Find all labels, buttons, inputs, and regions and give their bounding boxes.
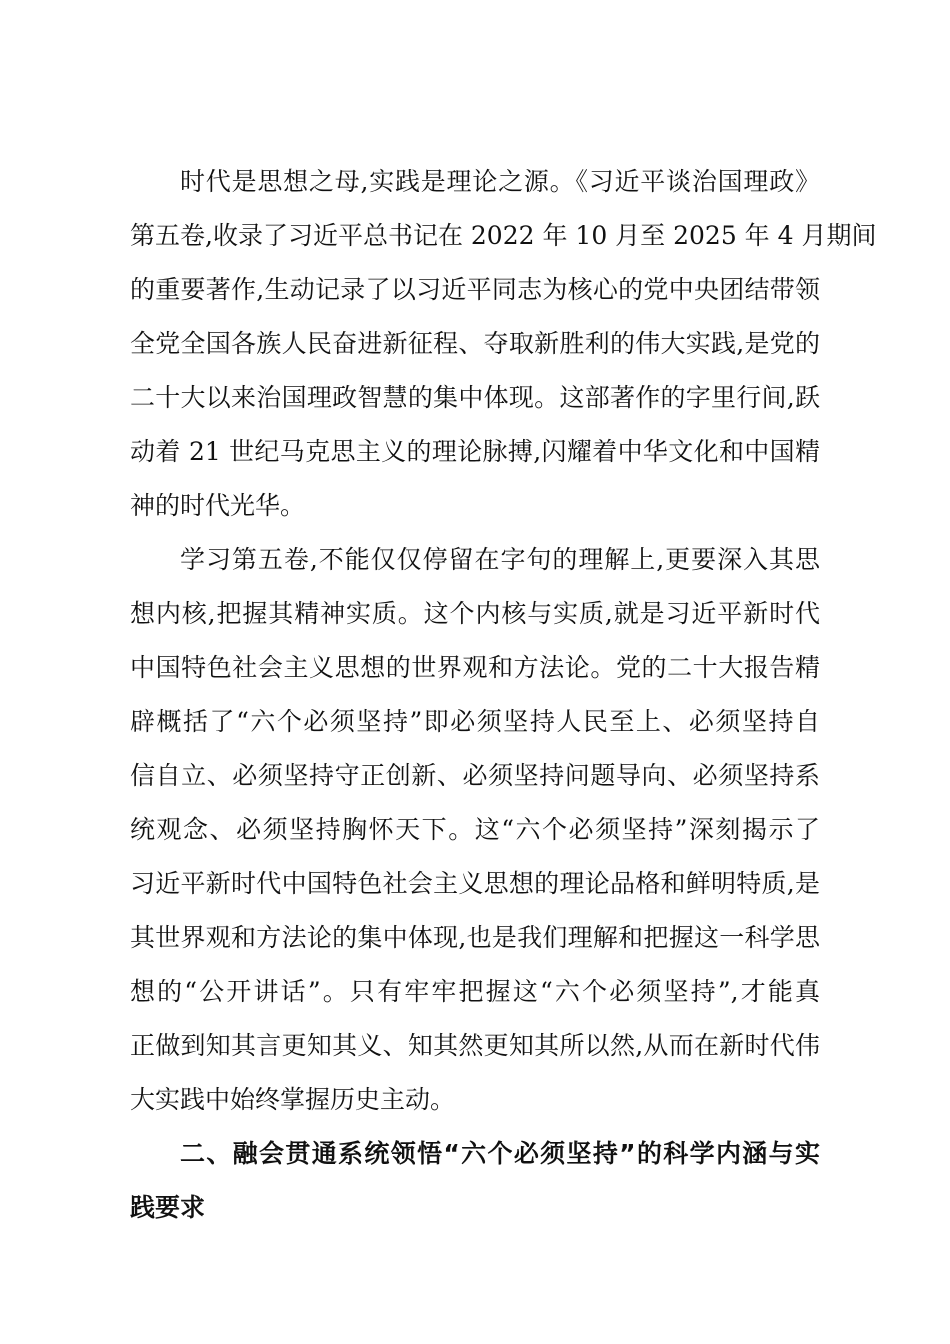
text-line: 统观念、必须坚持胸怀天下。这“六个必须坚持”深刻揭示了 <box>130 815 820 844</box>
text-line: 二十大以来治国理政智慧的集中体现。这部著作的字里行间,跃 <box>130 383 820 412</box>
document-body <box>130 155 877 1235</box>
text-line: 动着 21 世纪马克思主义的理论脉搏,闪耀着中华文化和中国精 <box>130 437 820 466</box>
text-line: 全党全国各族人民奋进新征程、夺取新胜利的伟大实践,是党的 <box>130 329 820 358</box>
heading-line: 践要求 <box>130 1193 206 1222</box>
text-line: 学习第五卷,不能仅仅停留在字句的理解上,更要深入其思 <box>180 545 820 574</box>
text-line: 辟概括了“六个必须坚持”即必须坚持人民至上、必须坚持自 <box>130 707 820 736</box>
text-line: 信自立、必须坚持守正创新、必须坚持问题导向、必须坚持系 <box>130 761 820 790</box>
text-line: 正做到知其言更知其义、知其然更知其所以然,从而在新时代伟 <box>130 1031 820 1060</box>
paragraph-1 <box>130 155 877 533</box>
heading-line: 二、融会贯通系统领悟“六个必须坚持”的科学内涵与实 <box>180 1139 820 1168</box>
text-line: 其世界观和方法论的集中体现,也是我们理解和把握这一科学思 <box>130 923 820 952</box>
text-line: 习近平新时代中国特色社会主义思想的理论品格和鲜明特质,是 <box>130 869 820 898</box>
text-line: 的重要著作,生动记录了以习近平同志为核心的党中央团结带领 <box>130 275 820 304</box>
paragraph-2 <box>130 533 820 1127</box>
text-line: 想的“公开讲话”。只有牢牢把握这“六个必须坚持”,才能真 <box>130 977 820 1006</box>
text-line: 时代是思想之母,实践是理论之源。《习近平谈治国理政》 <box>180 167 820 196</box>
text-line: 中国特色社会主义思想的世界观和方法论。党的二十大报告精 <box>130 653 820 682</box>
text-line: 大实践中始终掌握历史主动。 <box>130 1085 456 1114</box>
text-line: 第五卷,收录了习近平总书记在 2022 年 10 月至 2025 年 4 月期间 <box>130 221 877 250</box>
text-line: 想内核,把握其精神实质。这个内核与实质,就是习近平新时代 <box>130 599 820 628</box>
section-heading <box>130 1127 820 1235</box>
text-line: 神的时代光华。 <box>130 491 306 520</box>
